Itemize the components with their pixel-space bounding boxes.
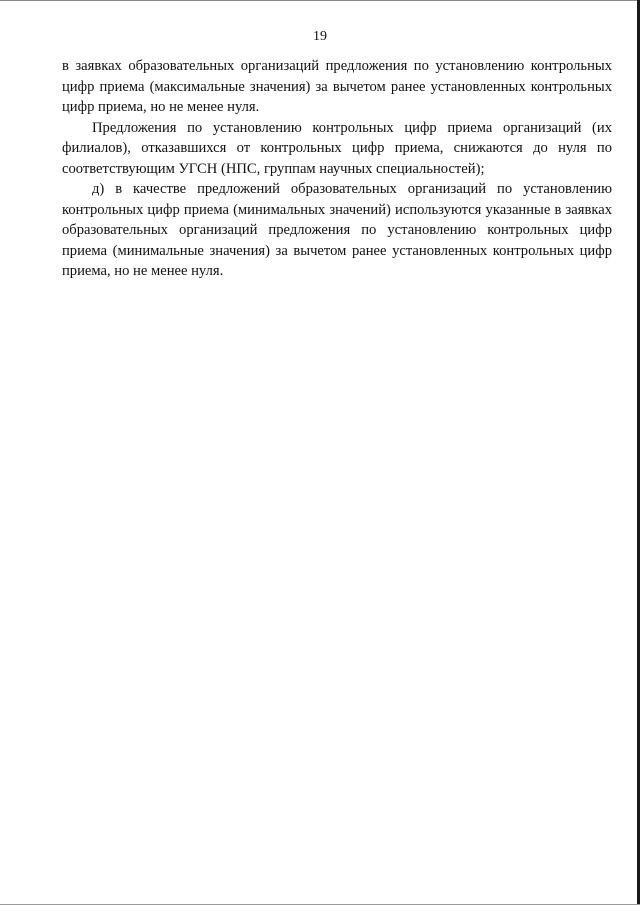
scan-top-edge [0,0,640,1]
paragraph-proposals: Предложения по установлению контрольных цифр приема организаций (их филиалов), отказавшихся от контрольных цифр приема, снижаются до нуля по соответствующим УГСН (НПС, группам научных специальностей); [62,119,612,177]
paragraph-item-d: д) в качестве предложений образовательных организаций по установлению контрольных цифр приема (минимальных значений) используются указанные в заявках образовательных организаций предложения по установлению контрольных цифр приема (минимальные значения) за вычетом ранее установленных контрольных цифр приема, но не менее нуля. [62,181,612,279]
document-body [62,56,612,282]
page-number: 19 [313,29,327,44]
paragraph-continuation: в заявках образовательных организаций предложения по установлению контрольных цифр приема (максимальные значения) за вычетом ранее установленных контрольных цифр приема, но не менее нуля. [62,58,612,115]
